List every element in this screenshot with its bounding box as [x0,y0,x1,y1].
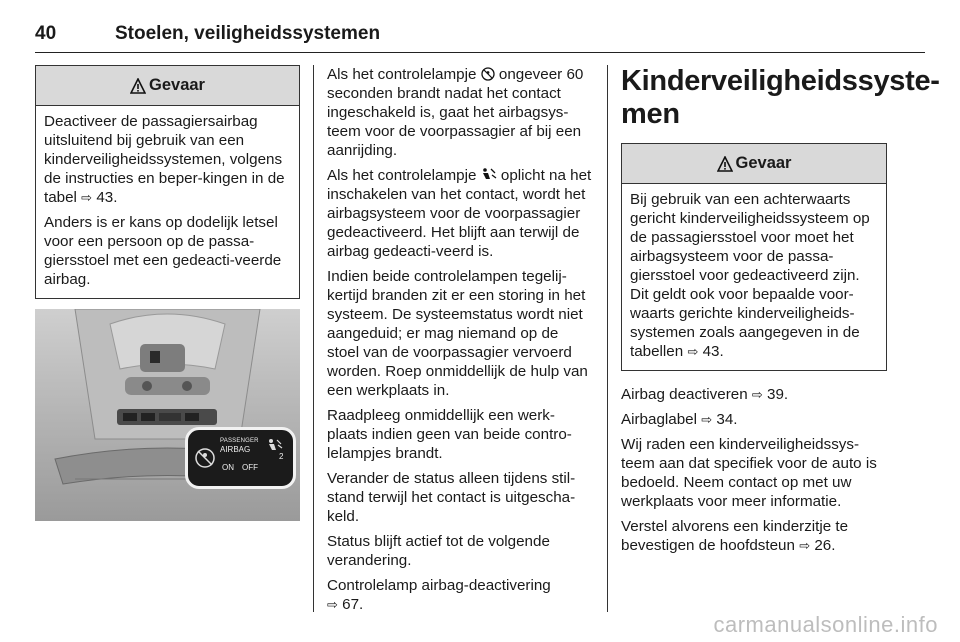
column-2 [327,65,593,620]
warning-text: Anders is er kans op dodelijk letsel voor een persoon op de passa-giersstoel met een gedeacti-veerde airbag. [44,214,282,288]
airbag-indicator-panel [185,427,296,489]
panel-label-airbag: AIRBAG [220,445,251,454]
panel-label-on: ON [222,463,234,472]
warning-triangle-icon [130,78,146,94]
roof-console-photo [35,309,300,521]
page-reference[interactable]: 43. [96,189,118,206]
reference-arrow-icon: ⇨ [81,190,93,205]
paragraph: Verander de status alleen tijdens stil-stand terwijl het contact is uitgescha-keld. [327,470,576,525]
page-reference[interactable]: 34. [716,411,738,428]
paragraph: Airbaglabel ⇨ 34. [621,411,738,428]
warning-header [36,66,299,106]
paragraph: Controlelamp airbag-deactivering ⇨ 67. [327,577,551,613]
column-divider-2 [607,65,608,612]
paragraph: Status blijft actief tot de volgende verandering. [327,533,550,569]
paragraph: Als het controlelampje oplicht na het inschakelen van het contact, wordt het airbagsysteem voor de voorpassagier gedeactiveerd. Het blijft aan terwijl de airbag gedeacti-veerd is. [327,167,592,260]
reference-arrow-icon: ⇨ [799,538,811,553]
page-reference[interactable]: 26. [814,537,836,554]
column-divider-1 [313,65,314,612]
warning-title: Gevaar [149,76,205,94]
page-number: 40 [35,23,57,44]
reference-arrow-icon: ⇨ [701,412,713,427]
paragraph: Airbag deactiveren ⇨ 39. [621,386,789,403]
warning-text: Bij gebruik van een achterwaarts gericht kinderveiligheidssysteem op de passagiersstoel voor moet het airbagsysteem voor de passa-giersstoel voor gedeactiveerd zijn. Dit geldt ook voor bepaalde voor-waarts gerichte kinderveiligheids-systemen zoals aangegeven in de tabellen ⇨ 43. [630,191,870,360]
reference-arrow-icon: ⇨ [687,344,699,359]
paragraph: Verstel alvorens een kinderzitje te bevestigen de hoofdsteun ⇨ 26. [621,518,849,554]
warning-text: Deactiveer de passagiersairbag uitsluitend bij gebruik van een kinderveiligheidssystemen, volgens de instructies en beper-kingen in de tabel ⇨ 43. [44,113,285,206]
page-header [35,0,925,53]
warning-triangle-icon [717,156,733,172]
reference-arrow-icon: ⇨ [327,597,338,612]
chapter-title: Stoelen, veiligheidssystemen [115,23,381,44]
section-title: Kinderveiligheidssyste-men [621,65,940,130]
watermark: carmanualsonline.info [713,612,938,637]
column-3 [621,65,940,561]
page-reference[interactable]: 67. [342,596,364,613]
column-1 [35,65,300,521]
roof-console-illustration [35,309,300,521]
warning-header [622,144,886,184]
airbag-off-indicator-icon [481,67,495,81]
reference-arrow-icon: ⇨ [751,387,763,402]
warning-box [621,143,887,371]
paragraph: Indien beide controlelampen tegelij-kertijd branden zit er een storing in het systeem. De systeemstatus wordt niet aangeduid; er mag niemand op de stoel van de voorpassagier vervoerd worden. Roep onmiddellijk de hulp van een werkplaats in. [327,268,588,399]
warning-box [35,65,300,299]
warning-title: Gevaar [735,154,792,172]
paragraph: Raadpleeg onmiddellijk een werk-plaats indien geen van beide contro-lelampjes brandt. [327,407,572,462]
paragraph: Wij raden een kinderveiligheidssys-teem aan dat specifiek voor de auto is bedoeld. Neem contact op met uw werkplaats voor meer informatie. [621,436,877,510]
panel-label-off: OFF [242,463,258,472]
airbag-off-lamp-icon [194,447,216,469]
page-reference[interactable]: 39. [767,386,789,403]
panel-label-number: 2 [279,452,284,461]
page-reference[interactable]: 43. [702,343,724,360]
paragraph: Als het controlelampje ongeveer 60 seconden brandt nadat het contact ingeschakeld is, gaat het airbagsys-teem voor de voorpassagier af bij een aanrijding. [327,66,584,159]
airbag-deactivated-indicator-icon [481,167,497,182]
panel-label-passenger: PASSENGER [220,438,259,444]
